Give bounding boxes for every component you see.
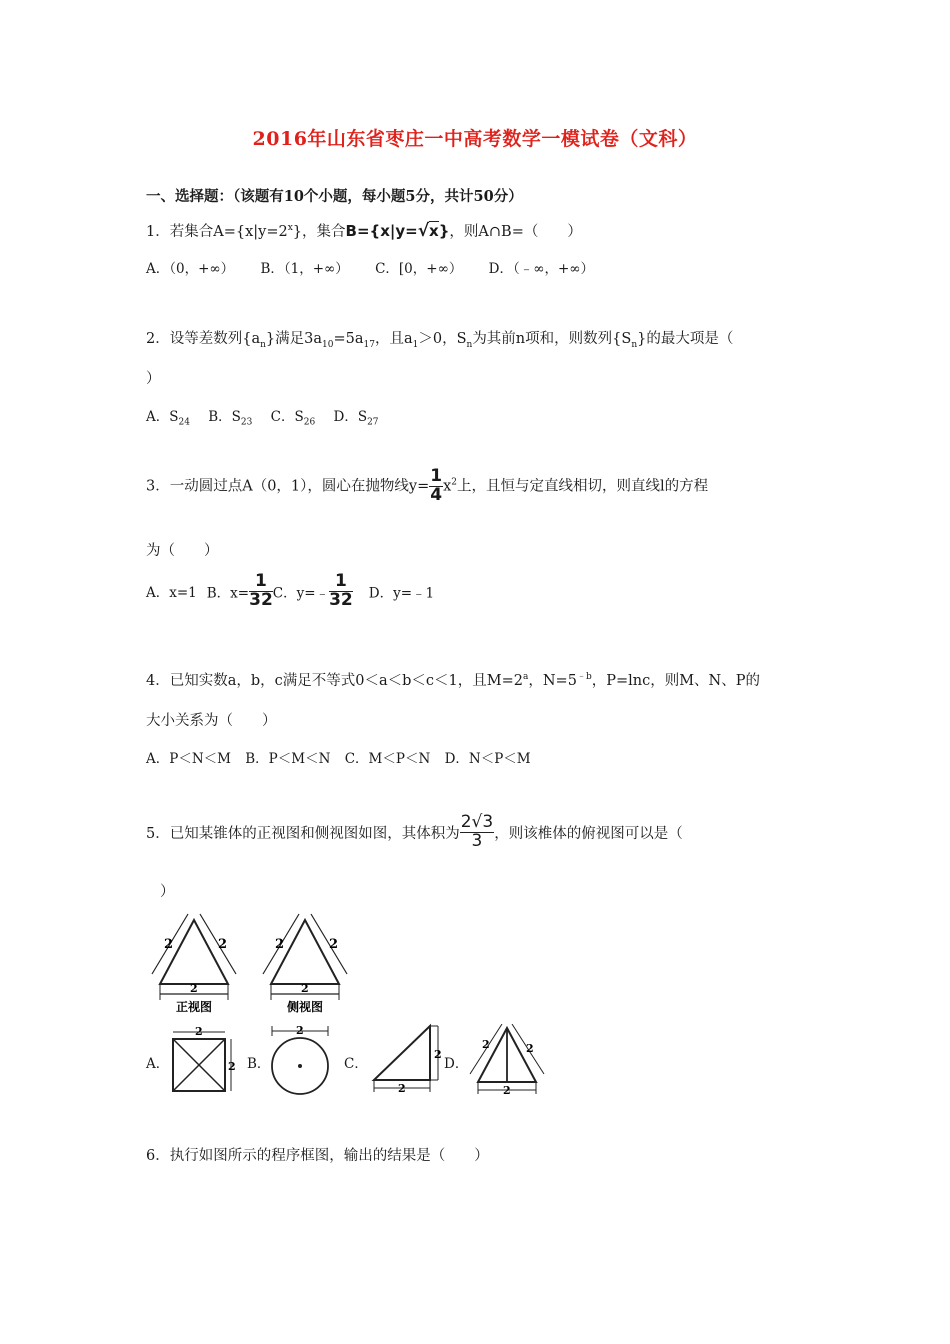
option-sub: 27 <box>367 417 379 428</box>
frac-numerator: 1 <box>430 466 443 486</box>
set-b-end: } <box>438 222 450 240</box>
dim-label: 2 <box>228 1060 236 1073</box>
option-b[interactable] <box>208 409 253 428</box>
option-b[interactable]: B．（1，+∞） <box>260 261 349 277</box>
option-a[interactable]: A．（0，+∞） <box>146 261 235 277</box>
q3-text: 上，且恒与定直线相切，则直线l的方程 <box>457 478 709 495</box>
question-4-line2: 大小关系为（ ） <box>146 713 277 729</box>
dim-label: 2 <box>218 937 228 952</box>
option-sub: 26 <box>303 417 316 428</box>
q5-option-d-label[interactable]: D． <box>444 1056 469 1072</box>
option-sub: 23 <box>240 417 253 428</box>
sqrt-icon: √ <box>417 221 430 241</box>
option-a[interactable] <box>146 409 190 428</box>
q4-text: 4．已知实数a，b，c满足不等式0＜a＜b＜c＜1，且M=2 <box>146 673 523 689</box>
question-6: 6．执行如图所示的程序框图，输出的结果是（ ） <box>146 1148 489 1164</box>
frac-numerator: 1 <box>329 573 353 592</box>
dim-label: 2 <box>526 1042 534 1055</box>
side-view-caption: 侧视图 <box>287 1000 324 1014</box>
question-3-options <box>146 573 434 610</box>
q4-sup: a <box>523 672 529 683</box>
option-label: D．S <box>333 409 368 425</box>
q3-text: x <box>443 478 452 495</box>
question-3 <box>146 468 708 505</box>
fraction-one-quarter <box>429 468 443 505</box>
frac-denominator: 32 <box>329 589 353 610</box>
q5-option-b-label[interactable]: B． <box>247 1056 271 1072</box>
q5-text: ，则该椎体的俯视图可以是（ <box>494 825 683 842</box>
set-b-text: B={x|y= <box>345 222 418 240</box>
center-dot <box>298 1064 302 1068</box>
q2-text: 2．设等差数列{a <box>146 331 261 347</box>
question-4-options <box>146 747 531 767</box>
dim-label: 2 <box>296 1024 304 1037</box>
section-header: 一、选择题：（该题有10个小题，每小题5分，共计50分） <box>146 188 523 205</box>
question-5-line2: ） <box>160 884 175 900</box>
sqrt-arg: x <box>429 222 439 240</box>
option-d[interactable]: D．N＜P＜M <box>444 751 531 767</box>
dim-label: 2 <box>195 1026 203 1038</box>
q2-sub: 17 <box>363 339 375 350</box>
question-2 <box>146 327 733 350</box>
question-5 <box>146 814 683 851</box>
q2-sub: 1 <box>412 339 419 350</box>
dim-label: 2 <box>190 982 198 995</box>
option-c[interactable]: C．M＜P＜N <box>344 751 431 767</box>
question-1-prefix: 1．若集合A={x|y=2 <box>146 224 288 240</box>
frac-numerator: 1 <box>249 573 273 592</box>
q2-sub: 10 <box>322 339 334 350</box>
option-d[interactable]: D．（﹣∞，+∞） <box>488 261 595 277</box>
right-triangle <box>374 1026 430 1080</box>
set-b-formula <box>346 222 450 240</box>
dim-label: 2 <box>164 937 174 952</box>
frac-denominator: 3 <box>471 830 483 851</box>
q5-text: 5．已知某锥体的正视图和侧视图如图，其体积为 <box>146 825 460 842</box>
dim-label: 2 <box>301 982 309 995</box>
option-a[interactable]: A．P＜N＜M <box>146 751 231 767</box>
option-label: A．S <box>146 409 179 425</box>
side-view-figure <box>255 912 355 1014</box>
page-title: 2016年山东省枣庄一中高考数学一模试卷（文科） <box>252 128 698 150</box>
option-c-text: C．y=﹣ <box>272 585 330 602</box>
option-b[interactable] <box>206 571 273 610</box>
option-label: C．S <box>270 409 304 425</box>
question-1-sup: x <box>287 223 293 234</box>
q2-text: ＞0，S <box>418 331 467 347</box>
dim-label: 2 <box>329 937 339 952</box>
q2-sub: n <box>260 339 266 350</box>
q4-text: ，P=lnc，则M、N、P的 <box>591 673 760 689</box>
fraction-c <box>329 573 353 610</box>
front-view-figure <box>144 912 244 1014</box>
dim-label: 2 <box>434 1048 442 1061</box>
q2-text: 为其前n项和，则数列{S <box>472 331 632 347</box>
fraction-b <box>249 573 273 610</box>
q2-sub: n <box>631 339 638 350</box>
q2-text: }满足3a <box>265 331 323 347</box>
q2-text: =5a <box>333 331 364 347</box>
dim-label: 2 <box>482 1038 490 1051</box>
fraction-two-root-three <box>460 814 494 851</box>
frac-denominator: 4 <box>430 484 443 505</box>
question-1 <box>146 220 582 241</box>
option-c-figure[interactable] <box>368 1022 448 1096</box>
option-b-text: B．x= <box>206 585 250 602</box>
front-view-caption: 正视图 <box>176 1000 213 1014</box>
q5-option-c-label[interactable]: C． <box>344 1056 368 1072</box>
question-3-line2: 为（ ） <box>146 543 219 559</box>
dim-label: 2 <box>503 1084 511 1096</box>
q2-text: ，且a <box>374 331 413 347</box>
q5-option-a-label[interactable]: A． <box>146 1056 170 1072</box>
dim-label: 2 <box>275 937 285 952</box>
q3-text: 3．一动圆过点A（0，1），圆心在抛物线y= <box>146 478 430 495</box>
dim-label: 2 <box>398 1082 406 1095</box>
question-2-options <box>146 405 379 428</box>
frac-denominator: 32 <box>249 589 273 610</box>
option-c[interactable]: C．[0，+∞） <box>375 261 463 277</box>
question-1-options <box>146 257 594 277</box>
option-c[interactable] <box>272 571 353 610</box>
q4-text: ，N=5 <box>528 673 577 689</box>
q2-sub: n <box>466 339 473 350</box>
option-d[interactable]: D．y=﹣1 <box>368 585 435 602</box>
q4-sup: ﹣b <box>576 672 592 683</box>
question-1-suffix: ，则A∩B=（ ） <box>449 224 582 240</box>
option-a[interactable]: A．x=1 <box>146 585 197 602</box>
option-a-figure[interactable] <box>165 1026 241 1096</box>
option-d[interactable] <box>333 409 379 428</box>
q2-text: }的最大项是（ <box>637 331 734 347</box>
question-1-mid: }，集合 <box>292 224 346 240</box>
option-d-figure[interactable] <box>466 1024 548 1096</box>
option-c[interactable] <box>270 409 316 428</box>
option-b[interactable]: B．P＜M＜N <box>245 751 331 767</box>
question-4 <box>146 669 760 690</box>
q3-sup: 2 <box>451 477 458 488</box>
frac-numerator: 2√3 <box>460 812 494 832</box>
option-b-figure[interactable] <box>266 1024 334 1096</box>
option-label: B．S <box>208 409 241 425</box>
option-sub: 24 <box>178 417 190 428</box>
question-2-line2: ） <box>146 371 161 387</box>
